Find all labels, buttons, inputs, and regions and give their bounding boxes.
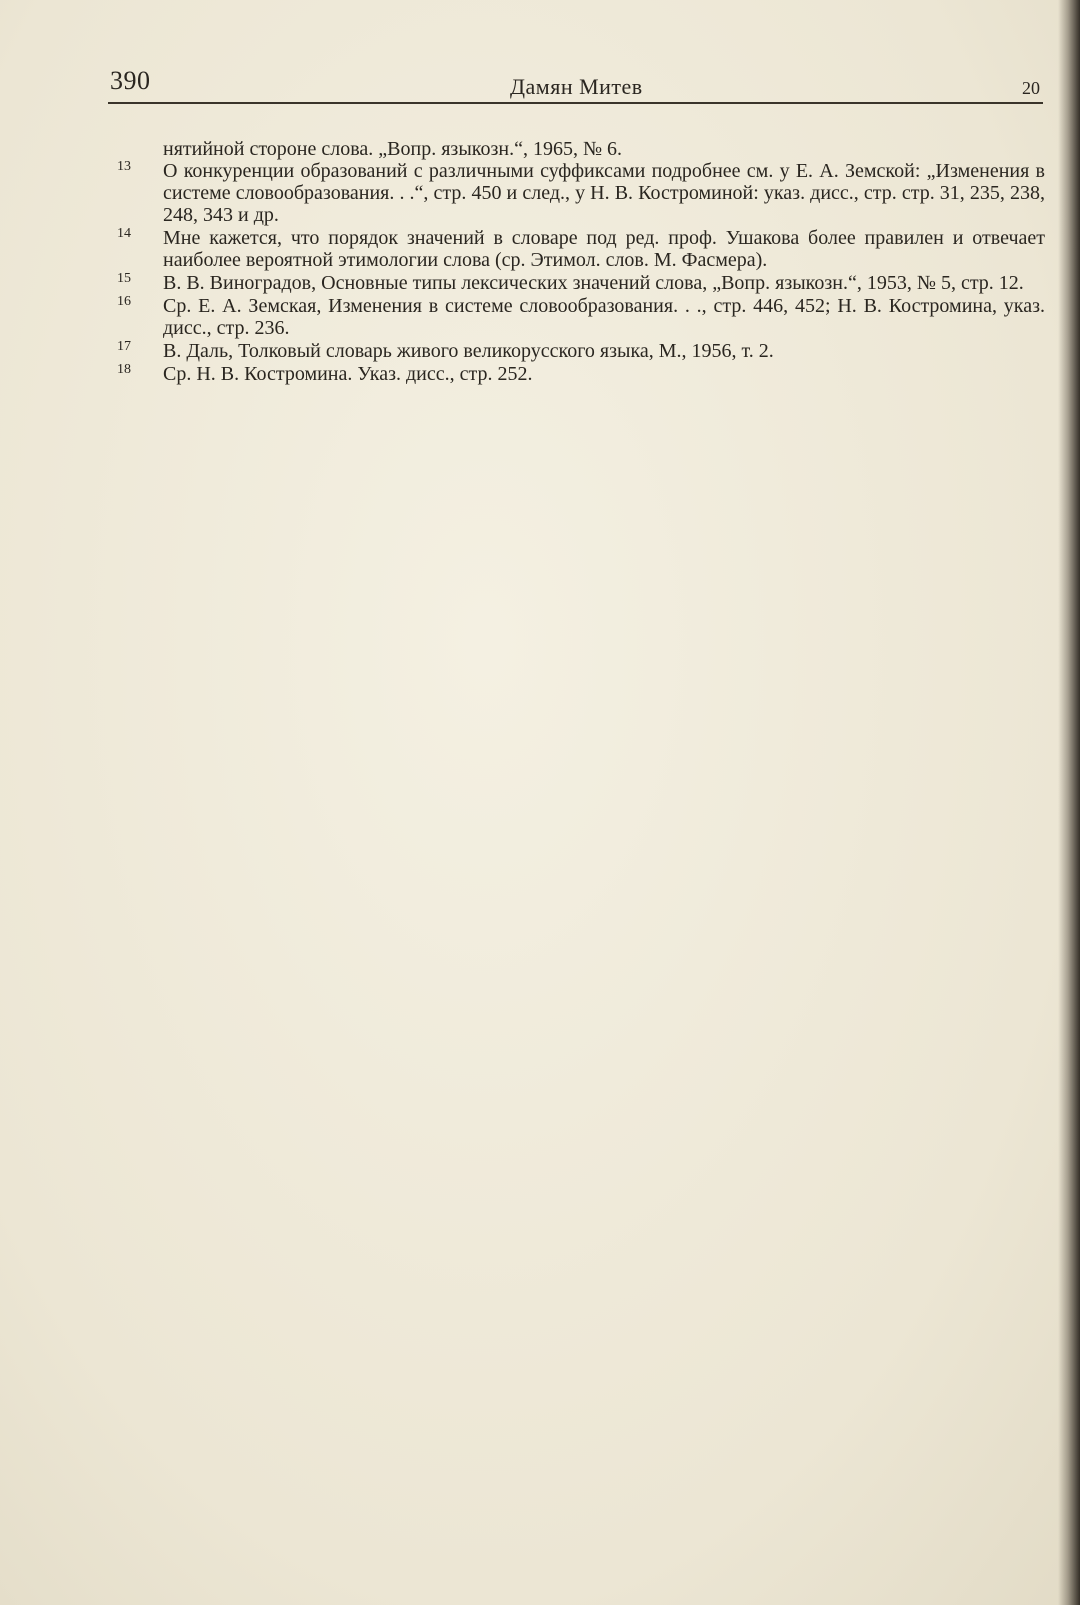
footnote-18 <box>105 363 1045 385</box>
footnote-continuation <box>105 138 1045 160</box>
footnote-text: В. В. Виноградов, Основные типы лексических значений слова, „Вопр. языкозн.“, 1953, № 5, стр. 12. <box>163 272 1024 294</box>
book-binding-edge <box>1058 0 1080 1605</box>
footnote-17 <box>105 340 1045 362</box>
header-rule <box>108 102 1043 104</box>
page-number: 390 <box>110 66 151 95</box>
sheet-mark: 20 <box>1022 78 1040 98</box>
footnote-number: 18 <box>117 362 131 377</box>
footnote-continuation-text: нятийной стороне слова. „Вопр. языкозн.“, 1965, № 6. <box>163 138 623 160</box>
footnote-number: 16 <box>117 294 131 309</box>
footnote-number: 13 <box>117 159 131 174</box>
footnote-16 <box>105 295 1045 339</box>
footnote-text: В. Даль, Толковый словарь живого великорусского языка, М., 1956, т. 2. <box>163 340 774 362</box>
footnote-text: О конкуренции образований с различными суффиксами подробнее см. у Е. А. Земской: „Изменения в системе словообразования. . .“, стр. 450 и след., у Н. В. Костроминой: указ. дисс., стр. стр. 31, 235, 238, 248, 343 и др. <box>163 160 1045 226</box>
footnote-15 <box>105 272 1045 294</box>
footnote-14 <box>105 227 1045 271</box>
footnote-number: 17 <box>117 339 131 354</box>
footnote-text: Мне кажется, что порядок значений в словаре под ред. проф. Ушакова более правилен и отвечает наиболее вероятной этимологии слова (ср. Этимол. слов. М. Фасмера). <box>163 227 1045 271</box>
footnote-number: 15 <box>117 271 131 286</box>
footnotes-section <box>105 138 1045 386</box>
footnote-text: Ср. Е. А. Земская, Изменения в системе словообразования. . ., стр. 446, 452; Н. В. Костромина, указ. дисс., стр. 236. <box>163 295 1045 339</box>
page-header <box>110 62 1050 102</box>
running-title: Дамян Митев <box>510 74 643 99</box>
footnote-number: 14 <box>117 226 131 241</box>
footnote-13 <box>105 160 1045 226</box>
footnote-text: Ср. Н. В. Костромина. Указ. дисс., стр. 252. <box>163 363 533 385</box>
